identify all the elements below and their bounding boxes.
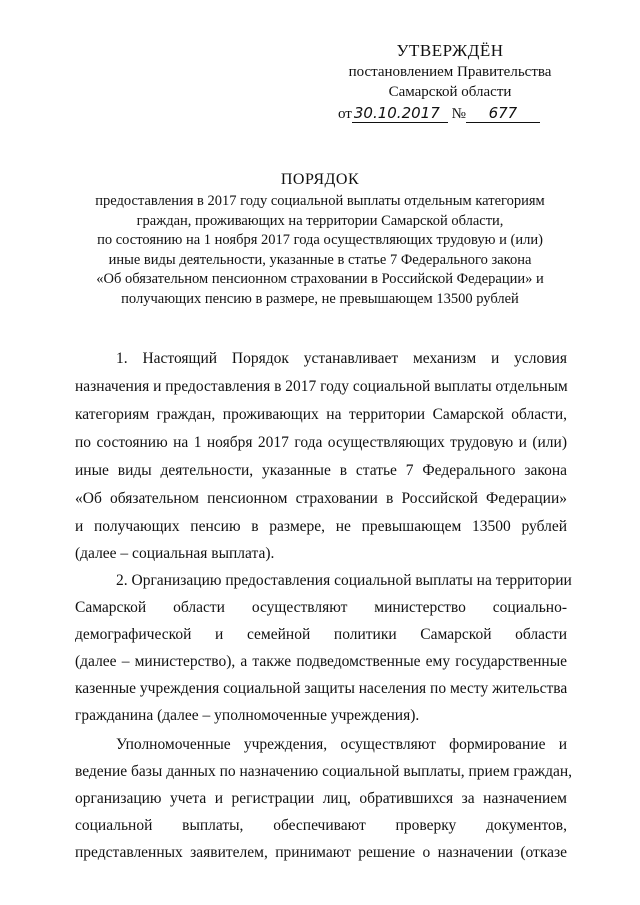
paragraph-1-line: категориям граждан, проживающих на территории Самарской области,	[75, 406, 567, 423]
subtitle-line: иные виды деятельности, указанные в статье 7 Федерального закона	[108, 251, 532, 268]
subtitle-line: предоставления в 2017 году социальной выплаты отдельным категориям	[95, 193, 545, 209]
approval-date-row	[320, 104, 580, 124]
approval-stamp-block	[320, 40, 580, 124]
subtitle-line: по состоянию на 1 ноября 2017 года осуществляющих трудовую и (или)	[97, 232, 543, 248]
paragraph-3-line: ведение базы данных по назначению социальной выплаты, прием граждан,	[75, 763, 573, 780]
number-prefix: №	[451, 106, 466, 122]
paragraph-3-line: организацию учета и регистрации лиц, обратившихся за назначением	[75, 790, 567, 807]
subtitle-line: получающих пенсию в размере, не превышающем 13500 рублей	[121, 290, 519, 307]
paragraph-3-line: представленных заявителем, принимают решение о назначении (отказе	[75, 844, 567, 861]
paragraph-2-line: казенные учреждения социальной защиты населения по месту жительства	[75, 680, 568, 697]
approval-region-line: Самарской области	[388, 84, 512, 100]
paragraph-2-line: гражданина (далее – уполномоченные учреждения).	[75, 707, 420, 724]
paragraph-1-line: назначения и предоставления в 2017 году социальной выплаты отдельным	[75, 378, 568, 395]
paragraph-2-line: 2. Организацию предоставления социальной выплаты на территории	[116, 572, 572, 589]
date-prefix: от	[338, 106, 352, 122]
paragraph-3-line: социальной выплаты, обеспечивают проверку документов,	[75, 817, 567, 834]
handwritten-number: 677	[466, 105, 540, 123]
approval-title: УТВЕРЖДЁН	[396, 41, 504, 60]
paragraph-1-line: 1. Настоящий Порядок устанавливает механизм и условия	[116, 350, 567, 367]
paragraph-1-line: иные виды деятельности, указанные в статье 7 Федерального закона	[75, 462, 567, 479]
document-title-block	[60, 170, 580, 309]
paragraph-1-line: (далее – социальная выплата).	[75, 545, 275, 562]
paragraph-1-line: «Об обязательном пенсионном страховании в Российской Федерации»	[75, 490, 567, 507]
paragraph-2-line: Самарской области осуществляют министерство социально-	[75, 599, 567, 616]
paragraph-1-line: по состоянию на 1 ноября 2017 года осуществляющих трудовую и (или)	[75, 434, 567, 451]
approval-issuer-line: постановлением Правительства	[348, 64, 552, 80]
paragraph-3-line: Уполномоченные учреждения, осуществляют формирование и	[116, 736, 567, 753]
document-heading: ПОРЯДОК	[280, 171, 360, 188]
subtitle-line: «Об обязательном пенсионном страховании в Российской Федерации» и	[96, 271, 544, 287]
handwritten-date: 30.10.2017	[352, 105, 448, 123]
subtitle-line: граждан, проживающих на территории Самарской области,	[136, 212, 504, 229]
paragraph-2-line: демографической и семейной политики Самарской области	[75, 626, 567, 643]
paragraph-1-line: и получающих пенсию в размере, не превышающем 13500 рублей	[75, 518, 567, 535]
paragraph-2-line: (далее – министерство), а также подведомственные ему государственные	[75, 653, 567, 670]
